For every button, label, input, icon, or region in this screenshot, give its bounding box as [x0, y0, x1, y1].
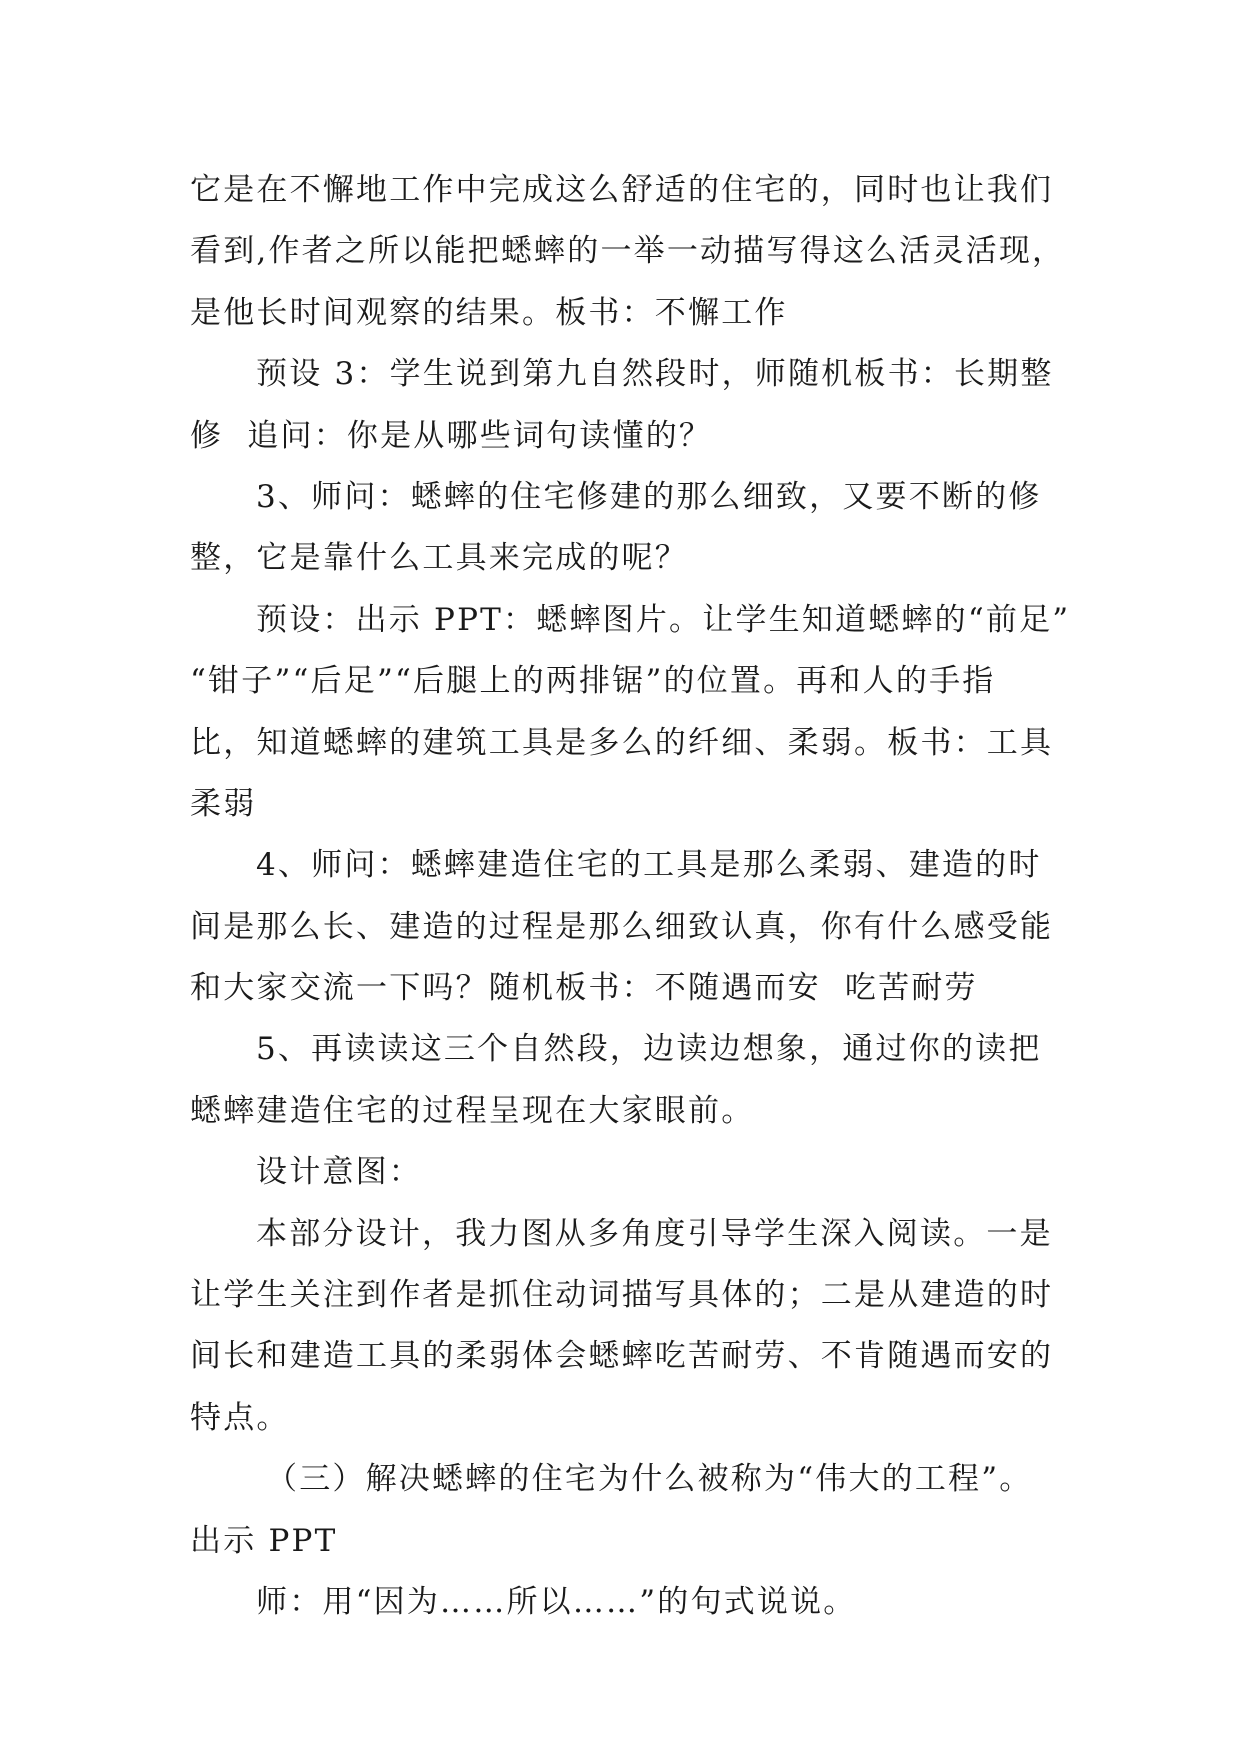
text-line: 柔弱 — [190, 785, 257, 822]
text-line: 预设：出示 PPT：蟋蟀图片。让学生知道蟋蟀的“前足” — [256, 601, 1071, 638]
text-line: 师：用“因为……所以……”的句式说说。 — [256, 1583, 857, 1620]
document-body — [190, 160, 1070, 1633]
text-line: 3、师问：蟋蟀的住宅修建的那么细致，又要不断的修 — [256, 478, 1042, 515]
text-line: 5、再读读这三个自然段，边读边想象，通过你的读把 — [256, 1031, 1042, 1068]
text-line: 让学生关注到作者是抓住动词描写具体的；二是从建造的时 — [190, 1277, 1054, 1314]
text-line: 比，知道蟋蟀的建筑工具是多么的纤细、柔弱。板书：工具 — [190, 724, 1054, 761]
text-line: 本部分设计，我力图从多角度引导学生深入阅读。一是 — [256, 1215, 1053, 1252]
text-line: “钳子”“后足”“后腿上的两排锯”的位置。再和人的手指 — [190, 663, 996, 700]
text-line: 设计意图： — [256, 1154, 422, 1191]
text-line: 特点。 — [190, 1399, 290, 1436]
section-heading: （三）解决蟋蟀的住宅为什么被称为“伟大的工程”。 — [266, 1461, 1033, 1498]
text-line: 蟋蟀建造住宅的过程呈现在大家眼前。 — [190, 1092, 755, 1129]
text-line: 出示 PPT — [190, 1522, 338, 1559]
text-line: 修 追问：你是从哪些词句读懂的？ — [190, 417, 713, 454]
text-line: 看到,作者之所以能把蟋蟀的一举一动描写得这么活灵活现， — [190, 233, 1066, 270]
text-line: 它是在不懈地工作中完成这么舒适的住宅的，同时也让我们 — [190, 172, 1054, 208]
text-line: 间长和建造工具的柔弱体会蟋蟀吃苦耐劳、不肯随遇而安的 — [190, 1338, 1054, 1375]
text-line: 预设 3：学生说到第九自然段时，师随机板书：长期整 — [256, 356, 1054, 393]
text-line: 4、师问：蟋蟀建造住宅的工具是那么柔弱、建造的时 — [256, 847, 1042, 884]
text-line: 间是那么长、建造的过程是那么细致认真，你有什么感受能 — [190, 908, 1054, 945]
text-line: 和大家交流一下吗？随机板书：不随遇而安 吃苦耐劳 — [190, 970, 978, 1007]
text-line: 是他长时间观察的结果。板书：不懈工作 — [190, 294, 788, 331]
text-line: 整，它是靠什么工具来完成的呢？ — [190, 540, 688, 577]
